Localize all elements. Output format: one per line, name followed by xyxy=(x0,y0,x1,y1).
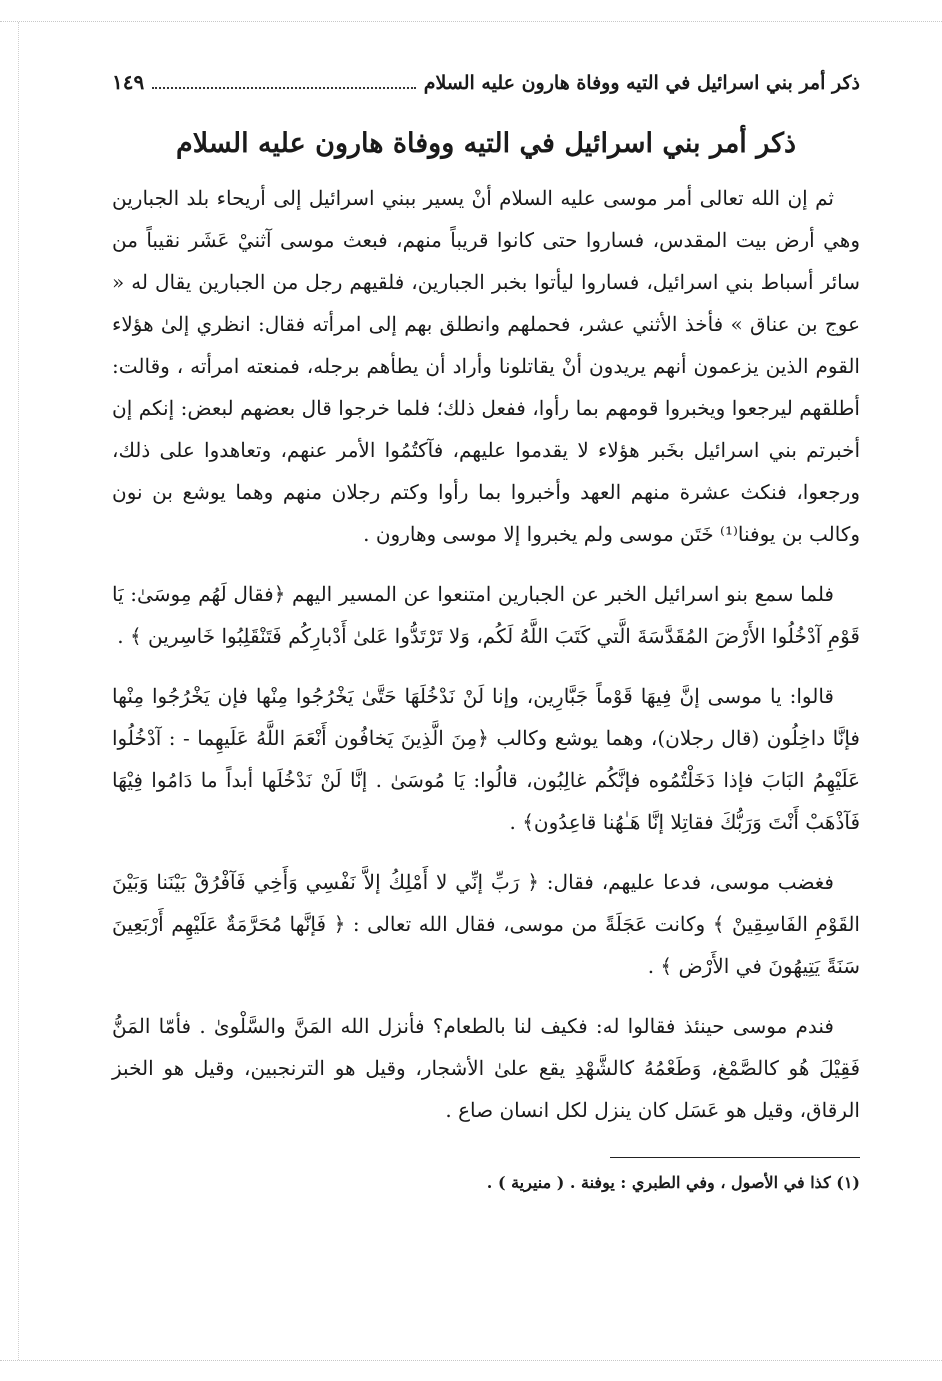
paragraph-3: قالوا: يا موسى إنَّ فِيهَا قَوْماً جَبَّارِين، وإنا لَنْ نَدْخُلَهَا حَتَّىٰ يَخْرُجُوا مِنْها فإن يَخْرُجُوا مِنْها فإنَّا داخِلُون (قال رجلان)، وهما يوشع وكالب ﴿مِنَ الَّذِينَ يَخافُون أَنْعَمَ اللَّهُ عَلَيهِما - : آدْخُلُوا عَلَيْهِمُ البَابَ فإذا دَخَلْتُمُوه فإنَّكُم غالِبُون، قالُوا: يَا مُوسَىٰ . إنَّا لَنْ نَدْخُلَها أبداً ما دَامُوا فِيْهَا فَآذْهَبْ أَنْتَ وَرَبُّكَ فقاتِلا إنَّا هَـٰهُنا قاعِدُون﴾ . xyxy=(112,684,860,834)
page-number: ١٤٩ xyxy=(112,70,145,94)
scan-border-left xyxy=(18,22,20,1360)
paragraph-2: فلما سمع بنو اسرائيل الخبر عن الجبارين امتنعوا عن المسير اليهم ﴿فقال لَهُم مِوسَىٰ: يَا قَوْمِ آدْخُلُوا الأَرْضَ المُقَدَّسَةَ الَّتي كَتَبَ اللَّهُ لَكُم، وَلا تَرْتَدُّوا عَلىٰ أَدْبارِكُم فَتَنْقَلِبُوا خَاسِرين ﴾ . xyxy=(112,582,860,648)
paragraph-5: فندم موسى حينئذ فقالوا له: فكيف لنا بالطعام؟ فأنزل الله المَنَّ والسَّلْوىٰ . فأمّا المَنُّ فَقِيْلَ هُو كالصَّمْغ، وَطَعْمُهُ كالشَّهْدِ يقع علىٰ الأشجار، وقيل هو الترنجبين، وقيل هو الخبز الرقاق، وقيل هو عَسَل كان ينزل لكل انسان صاع . xyxy=(112,1014,860,1122)
leader-dots xyxy=(152,87,415,89)
footnote-rule xyxy=(610,1157,860,1158)
scan-border-top xyxy=(0,0,942,22)
footnote: (١) كذا في الأصول ، وفي الطبري : يوفنة . ( منيرية ) . xyxy=(486,1173,860,1192)
chapter-title: ذكر أمر بني اسرائيل في التيه ووفاة هارون عليه السلام xyxy=(176,128,796,159)
paragraph-1: ثم إن الله تعالى أمر موسى عليه السلام أنْ يسير ببني اسرائيل إلى أريحاء بلد الجبارين وهي أرض بيت المقدس، فساروا حتى كانوا قريباً منهم، فبعث موسى آثنيْ عَشَر نقيباً من سائر أسباط بني اسرائيل، فساروا ليأتوا بخبر الجبارين، فلقيهم رجل من الجبارين يقال له « عوج بن عناق » فأخذ الأثني عشر، فحملهم وانطلق بهم إلى امرأته فقال: انظري إلىٰ هؤلاء القوم الذين يزعمون أنهم يريدون أنْ يقاتلونا وأراد أن يطأهم برجله، فمنعته امرأته ، وقالت: أطلقهم ليرجعوا ويخبروا قومهم بما رأوا، ففعل ذلك؛ فلما خرجوا قال بعضهم لبعض: إنكم إن أخبرتم بني اسرائيل بخَبر هؤلاء لا يقدموا عليهم، فآكتُمُوا الأمر عنهم، وتعاهدوا على ذلك، ورجعوا، فنكث عشرة منهم العهد وأخبروا بما رأوا وكتم رجلان منهم وهما يوشع بن نون وكالب بن يوفنا⁽¹⁾ خَتَن موسى ولم يخبروا إلا موسى وهارون . xyxy=(112,186,860,546)
paragraph-4: فغضب موسى، فدعا عليهم، فقال: ﴿ رَبِّ إنِّي لا أَمْلِكُ إلاَّ نَفْسِي وَأَخِي فَآفْرُقْ بَيْنَنا وَبَيْنَ القَوْمِ الفَاسِقِينْ ﴾ وكانت عَجَلَةً من موسى، فقال الله تعالى : ﴿ فَإنَّها مُحَرَّمَةٌ عَلَيْهِم أَرْبَعِينَ سَنَةً يَتِيهُونَ في الأَرْض ﴾ . xyxy=(112,870,860,978)
running-title: ذكر أمر بني اسرائيل في التيه ووفاة هارون عليه السلام xyxy=(423,72,860,94)
running-header xyxy=(112,70,860,106)
scan-border-bottom xyxy=(0,1360,942,1381)
book-page xyxy=(112,70,860,1340)
